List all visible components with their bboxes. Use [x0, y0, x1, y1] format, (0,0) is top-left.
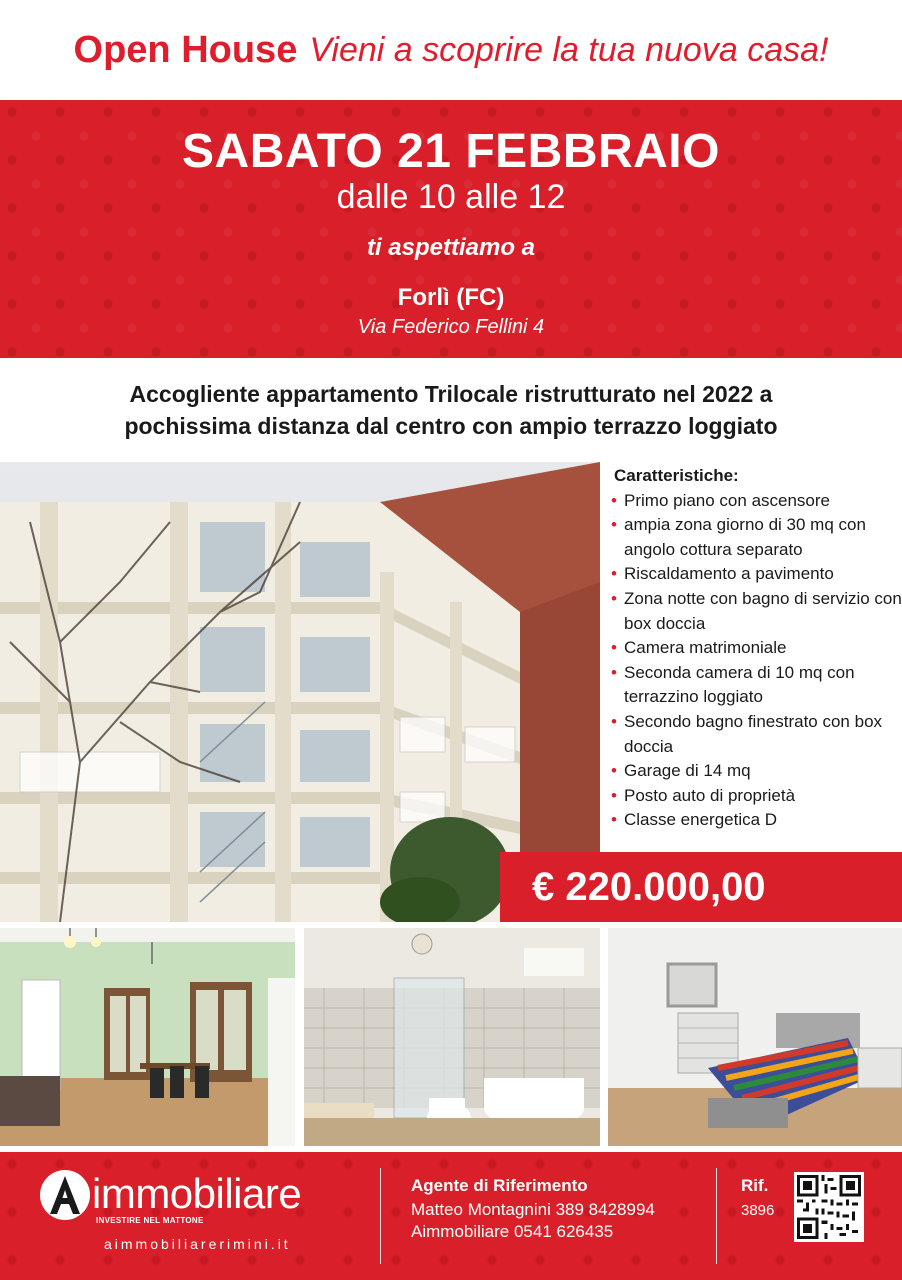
- feature-item: • Garage di 14 mq: [608, 759, 902, 784]
- features-panel: [608, 464, 902, 833]
- open-house-tagline: Vieni a scoprire la tua nuova casa!: [309, 30, 829, 69]
- feature-item: • ampia zona giorno di 30 mq con angolo cottura separato: [608, 513, 902, 562]
- feature-item: • Primo piano con ascensore: [608, 489, 902, 514]
- event-invite: ti aspettiamo a: [366, 234, 536, 261]
- headline-line-2: pochissima distanza dal centro con ampio terrazzo loggiato: [124, 413, 778, 439]
- price-value: € 220.000,00: [532, 864, 766, 909]
- property-headline: [20, 378, 882, 442]
- feature-item: • Zona notte con bagno di servizio con box doccia: [608, 587, 902, 636]
- agent-title: Agente di Riferimento: [411, 1176, 588, 1195]
- brand-website-link[interactable]: aimmobiliarerimini.it: [104, 1236, 291, 1252]
- open-house-title: Open House: [73, 28, 298, 71]
- event-street: Via Federico Fellini 4: [357, 316, 545, 338]
- feature-item: • Posto auto di proprietà: [608, 784, 902, 809]
- event-banner: [0, 100, 902, 358]
- qr-code-icon[interactable]: [794, 1172, 864, 1242]
- reference-number: 3896: [741, 1202, 775, 1219]
- feature-item: • Classe energetica D: [608, 808, 902, 833]
- footer-divider: [716, 1168, 717, 1264]
- bathroom-illustration: [304, 928, 600, 1146]
- feature-item: • Riscaldamento a pavimento: [608, 562, 902, 587]
- bedroom-photo: [608, 928, 902, 1146]
- features-list: [608, 489, 902, 833]
- event-city: Forlì (FC): [397, 284, 505, 311]
- brand-name: immobiliare: [92, 1170, 302, 1217]
- event-hours: dalle 10 alle 12: [336, 178, 566, 216]
- living-room-photo: [0, 928, 295, 1146]
- bedroom-illustration: [608, 928, 902, 1146]
- bathroom-photo: [304, 928, 600, 1146]
- feature-item: • Secondo bagno finestrato con box doccia: [608, 710, 902, 759]
- footer-divider: [380, 1168, 381, 1264]
- price-badge: [500, 852, 902, 922]
- brand-tagline: INVESTIRE NEL MATTONE: [96, 1216, 204, 1225]
- feature-item: • Camera matrimoniale: [608, 636, 902, 661]
- agent-contact-2: Aimmobiliare 0541 626435: [411, 1222, 614, 1241]
- agent-contact-1: Matteo Montagnini 389 8428994: [411, 1200, 655, 1219]
- feature-item: • Seconda camera di 10 mq con terrazzino loggiato: [608, 661, 902, 710]
- circled-a-logo-icon: [38, 1168, 92, 1227]
- footer: [0, 1152, 902, 1280]
- event-date: SABATO 21 FEBBRAIO: [182, 125, 720, 178]
- living-room-illustration: [0, 928, 295, 1146]
- features-title: Caratteristiche:: [614, 466, 739, 485]
- reference-label: Rif.: [741, 1176, 769, 1195]
- headline-line-1: Accogliente appartamento Trilocale ristrutturato nel 2022 a: [129, 381, 773, 407]
- header: [0, 0, 902, 100]
